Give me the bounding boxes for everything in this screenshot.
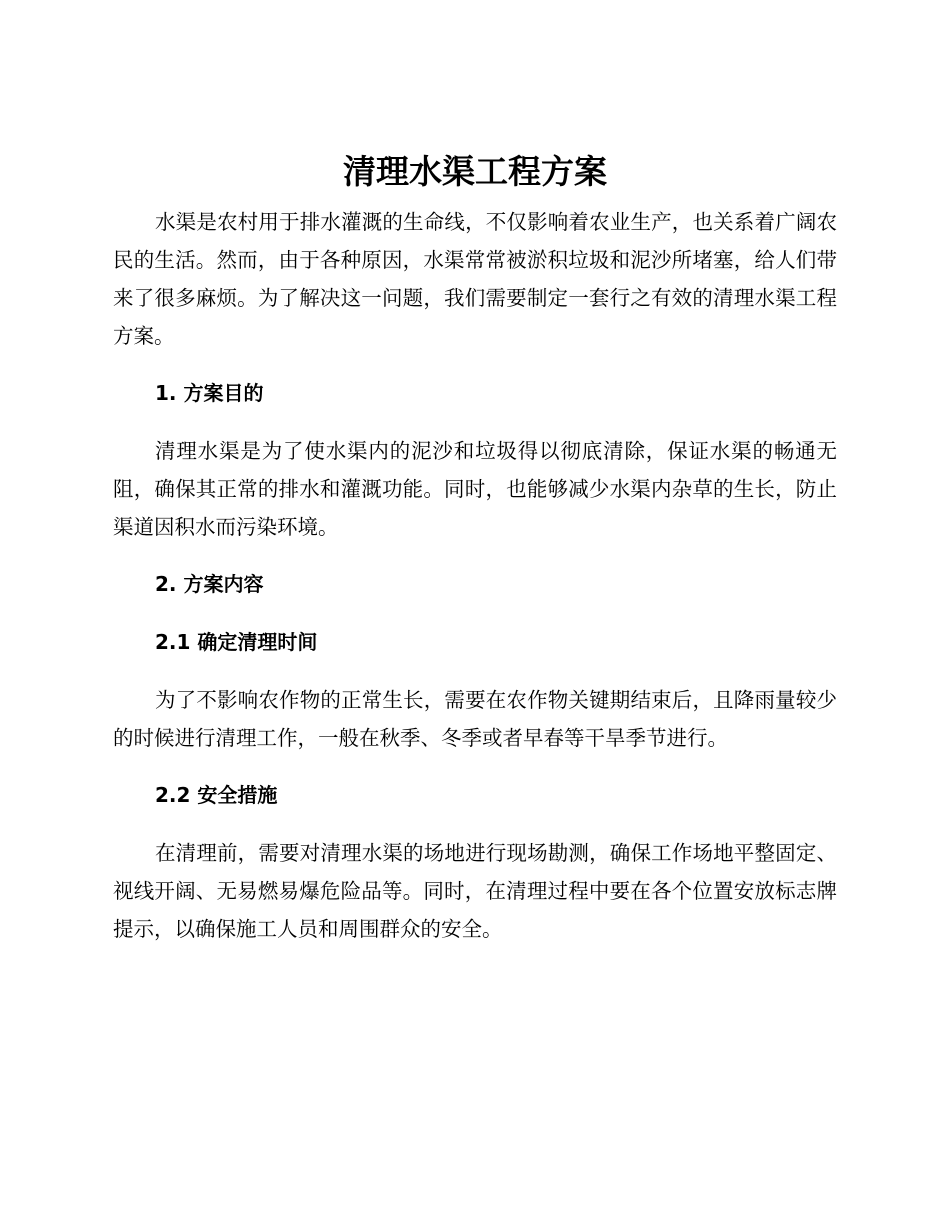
intro-paragraph: 水渠是农村用于排水灌溉的生命线，不仅影响着农业生产，也关系着广阔农民的生活。然而，由于各种原因，水渠常常被淤积垃圾和泥沙所堵塞，给人们带来了很多麻烦。为了解决这一问题，我们需要制定一套行之有效的清理水渠工程方案。	[113, 210, 837, 348]
document-body	[113, 203, 837, 948]
document-title: 清理水渠工程方案	[343, 152, 607, 191]
section-body-cleaning-time: 为了不影响农作物的正常生长，需要在农作物关键期结束后，且降雨量较少的时候进行清理工作，一般在秋季、冬季或者早春等干旱季节进行。	[113, 688, 837, 750]
section-heading-cleaning-time: 2.1 确定清理时间	[155, 630, 318, 654]
section-heading-purpose: 1. 方案目的	[155, 381, 264, 405]
section-heading-content: 2. 方案内容	[155, 572, 264, 596]
section-heading-safety: 2.2 安全措施	[155, 783, 278, 807]
section-body-safety: 在清理前，需要对清理水渠的场地进行现场勘测，确保工作场地平整固定、视线开阔、无易燃易爆危险品等。同时，在清理过程中要在各个位置安放标志牌提示，以确保施工人员和周围群众的安全。	[113, 841, 837, 941]
section-body-purpose: 清理水渠是为了使水渠内的泥沙和垃圾得以彻底清除，保证水渠的畅通无阻，确保其正常的排水和灌溉功能。同时，也能够减少水渠内杂草的生长，防止渠道因积水而污染环境。	[113, 439, 837, 539]
